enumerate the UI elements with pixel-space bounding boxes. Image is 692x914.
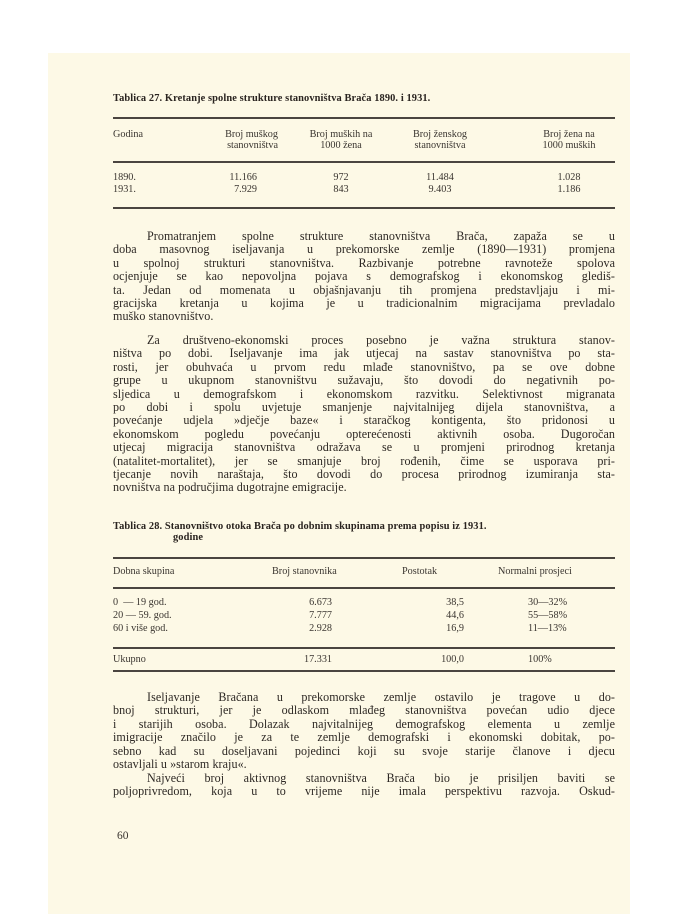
- table28-top-rule: [113, 557, 615, 559]
- table28-bottom-rule: [113, 670, 615, 672]
- text-line: utjecaj migracija stanovništva odražava se u promjeni prirodnog kretanja: [113, 440, 615, 455]
- text-line: Promatranjem spolne strukture stanovništva Brača, zapaža se u: [147, 229, 615, 243]
- table27-header-godina: Godina: [113, 129, 143, 140]
- text-line: muško stanovništvo.: [113, 309, 214, 324]
- table28-cell-percentage: 38,5: [446, 597, 464, 608]
- text-line: i starijih osoba. Dolazak najvitalnijeg demografskog elementa u zemlje: [113, 716, 615, 731]
- table28-header-age-group: Dobna skupina: [113, 566, 175, 577]
- text-line: grupe u ukupnom stanovništvu sužavaju, što dovodi do negativnih po-: [113, 373, 615, 388]
- table28-cell-population: 2.928: [309, 623, 332, 634]
- table27-cell-males-per-1000: 843: [333, 184, 349, 195]
- table28-header-percentage: Postotak: [402, 566, 438, 577]
- text-line: (natalitet-mortalitet), jer se smanjuje broj rođenih, čime se usporava pri-: [113, 453, 615, 468]
- text-line: ništva po dobi. Iseljavanje ima jak utjecaj na sastav stanovništva po sta-: [113, 346, 615, 361]
- paragraph-active-population: [113, 772, 615, 799]
- text-line: rosti, jer obuhvaća u prvom redu mlađe stanovništvo, pa se ove dobne: [113, 359, 615, 374]
- table28-cell-normal-average: 30—32%: [528, 597, 568, 608]
- paragraph-sex-structure: [113, 230, 615, 324]
- text-line: Iseljavanje Bračana u prekomorske zemlje ostavilo je tragove u do-: [147, 690, 615, 704]
- text-line: ekonomskom pogledu povećanju opterećenosti aktivnih osoba. Dugoročan: [113, 426, 615, 441]
- table28-total-normal-average: 100%: [528, 654, 552, 665]
- text-line: Najveći broj aktivnog stanovništva Brača bio je prisiljen baviti se: [147, 771, 615, 785]
- text-line: gracijska kretanja u kojima je u tradicionalnim migracijama prevladalo: [113, 296, 615, 311]
- text-line: sebno kad su doseljavani pojedinci koji su svoje starije članove i djecu: [113, 743, 615, 758]
- table27-cell-males-per-1000: 972: [333, 172, 349, 183]
- table28-caption: Tablica 28. Stanovništvo otoka Brača po dobnim skupinama prema popisu iz 1931. godine: [113, 521, 487, 543]
- text-line: Za društveno-ekonomski proces posebno je važna struktura stanov-: [147, 333, 615, 347]
- table27-cell-females-per-1000: 1.186: [557, 184, 581, 195]
- table27-cell-male: 11.166: [229, 172, 257, 183]
- text-line: ta. Jedan od momenata u objašnjavanju tih promjena predstavljaju i mi-: [113, 282, 615, 297]
- table28-total-population: 17.331: [303, 654, 332, 665]
- table27-header-females-per-1000: Broj žena na 1000 muških: [542, 129, 596, 151]
- text-line: po dobi i spolu uvjetuje smanjenje najvitalnijeg dijela stanovništva, a: [113, 400, 615, 415]
- table27-cell-female: 9.403: [428, 184, 452, 195]
- table28-total-label: Ukupno: [113, 654, 146, 665]
- table27-cell-female: 11.484: [426, 172, 454, 183]
- table28-cell-normal-average: 55—58%: [528, 610, 568, 621]
- table28-cell-population: 6.673: [309, 597, 332, 608]
- text-line: povećanje udjela »dječje baze« i staračkog kontigenta, što pridonosi u: [113, 413, 615, 428]
- table27-cell-year: 1931.: [113, 184, 136, 195]
- table28-header-population: Broj stanovnika: [272, 566, 337, 577]
- table27-header-rule: [113, 161, 615, 163]
- text-line: u spolnoj strukturi stanovništva. Razbivanje potrebne ravnoteže spolova: [113, 255, 615, 270]
- table28-cell-normal-average: 11—13%: [528, 623, 567, 634]
- table28-cell-percentage: 16,9: [446, 623, 464, 634]
- table28-cell-population: 7.777: [309, 610, 332, 621]
- table28-total-percentage: 100,0: [441, 654, 464, 665]
- table27-cell-year: 1890.: [113, 172, 136, 183]
- paragraph-age-structure: [113, 334, 615, 495]
- table28-cell-age-group: 20 — 59. god.: [113, 610, 172, 621]
- table28-cell-age-group: 0 — 19 god.: [113, 597, 167, 608]
- table27-header-male-population: Broj muškog stanovništva: [225, 129, 278, 151]
- text-line: imigracije značilo je za te zemlje demografski i ekonomski dobitak, po-: [113, 730, 615, 745]
- table27-header-female-population: Broj ženskog stanovništva: [412, 129, 468, 151]
- text-line: sljedica u demografskom i ekonomskom razvitku. Selektivnost migranata: [113, 386, 615, 401]
- text-line: doba masovnog iseljavanja u prekomorske zemlje (1890—1931) promjena: [113, 242, 615, 257]
- table27-header-males-per-1000: Broj muških na 1000 žena: [309, 129, 373, 151]
- table27-cell-females-per-1000: 1.028: [557, 172, 581, 183]
- table28-cell-percentage: 44,6: [446, 610, 464, 621]
- table28-total-rule: [113, 647, 615, 649]
- text-line: bnoj strukturi, jer je odlaskom mlađeg stanovništva povećan udio djece: [113, 703, 615, 718]
- text-line: ostavljali u »starom kraju«.: [113, 757, 247, 772]
- table27-bottom-rule: [113, 207, 615, 209]
- table28-header-rule: [113, 587, 615, 589]
- table27-caption: Tablica 27. Kretanje spolne strukture stanovništva Brača 1890. i 1931.: [113, 93, 431, 104]
- text-line: tjecanje novih naraštaja, što dovodi do procesa prirodnog izumiranja sta-: [113, 467, 615, 482]
- text-line: novništva na područjima dugotrajne emigracije.: [113, 480, 347, 495]
- text-line: poljoprivredom, koja u to vrijeme nije imala perspektivu razvoja. Oskud-: [113, 784, 615, 799]
- text-line: ocjenjuje se kao nepovoljna pojava s demografskog i ekonomskog glediš-: [113, 269, 615, 284]
- table28-header-normal-averages: Normalni prosjeci: [498, 566, 572, 577]
- table28-cell-age-group: 60 i više god.: [113, 623, 168, 634]
- page-number: 60: [117, 830, 129, 842]
- table27-cell-male: 7.929: [234, 184, 257, 195]
- table27-top-rule: [113, 117, 615, 119]
- paragraph-emigration-effects: [113, 691, 615, 771]
